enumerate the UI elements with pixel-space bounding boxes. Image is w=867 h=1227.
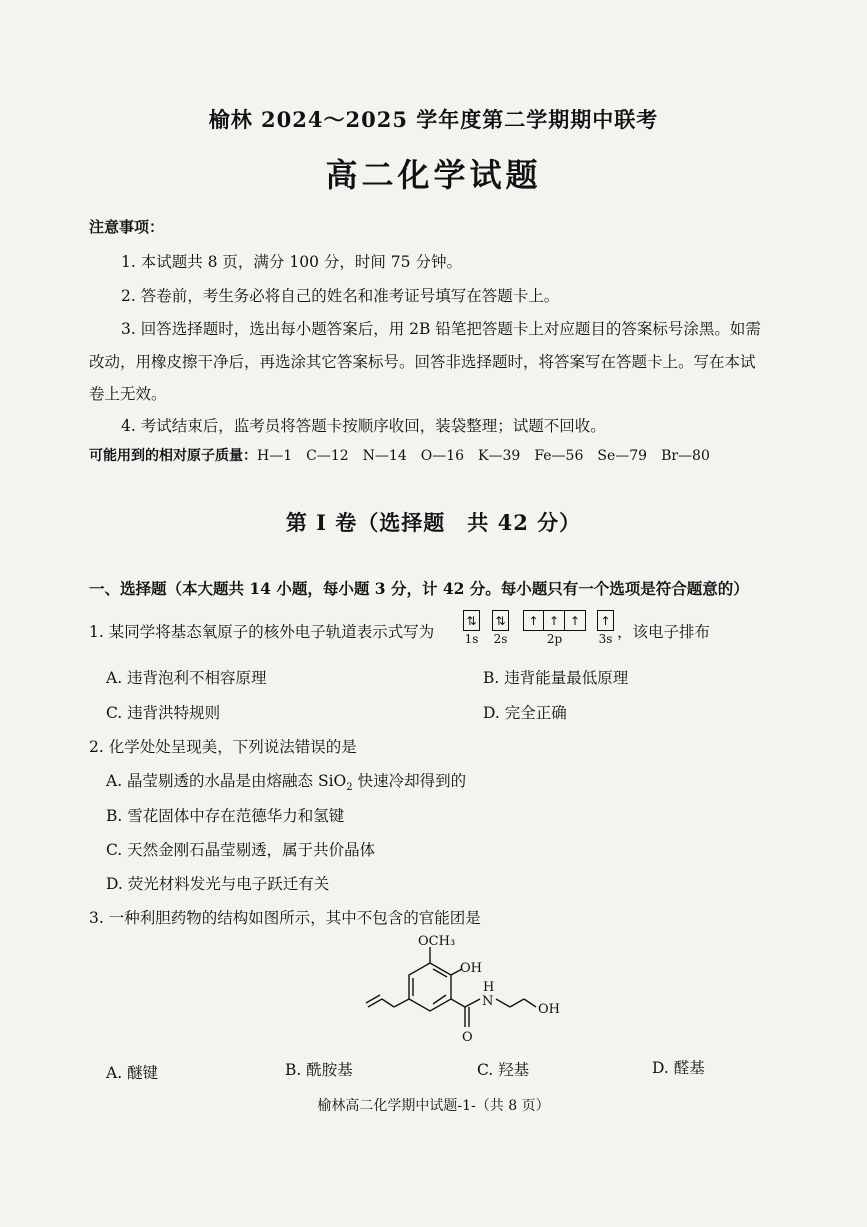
orbital-2p (523, 610, 586, 650)
note-item-2: 2. 答卷前，考生务必将自己的姓名和准考证号填写在答题卡上。 (121, 287, 560, 305)
note-item-3-cont-1: 改动，用橡皮擦干净后，再选涂其它答案标号。回答非选择题时，将答案写在答题卡上。写在本试 (89, 353, 756, 371)
q2-option-a-tail: 快速冷却得到的 (352, 772, 467, 790)
orbital-3s (597, 610, 614, 650)
orbital-box: ↑ (597, 610, 614, 631)
section-title: 第 Ⅰ 卷（选择题 共 42 分） (285, 510, 582, 535)
mass-fe: Fe—56 (534, 448, 584, 464)
note-item-3: 3. 回答选择题时，选出每小题答案后，用 2B 铅笔把答题卡上对应题目的答案标号涂黑。如需 (121, 320, 761, 338)
orbital-box: ⇅ (463, 610, 480, 631)
mass-n: N—14 (362, 448, 407, 464)
molecule-label-h: H (483, 980, 495, 995)
part-title: 一、选择题（本大题共 14 小题，每小题 3 分，计 42 分。每小题只有一个选项是符合题意的） (89, 579, 749, 598)
note-item-3-cont-2: 卷上无效。 (89, 385, 167, 403)
mass-br: Br—80 (661, 448, 710, 464)
q3-option-b: B. 酰胺基 (285, 1061, 353, 1079)
exam-title: 榆林 2024～2025 学年度第二学期期中联考 (208, 107, 659, 132)
q3-stem: 3. 一种利胆药物的结构如图所示，其中不包含的官能团是 (89, 909, 481, 927)
mass-h: H—1 (257, 448, 293, 464)
orbital-label: 1s (464, 632, 479, 646)
orbital-box: ↑ (544, 610, 565, 631)
orbital-box: ↑ (565, 610, 586, 631)
notes-heading: 注意事项： (89, 218, 165, 236)
q2-stem: 2. 化学处处呈现美，下列说法错误的是 (89, 738, 357, 756)
mass-c: C—12 (306, 448, 349, 464)
orbital-box: ↑ (523, 610, 544, 631)
q2-option-a-text: A. 晶莹剔透的水晶是由熔融态 SiO (106, 772, 347, 790)
mass-k: K—39 (478, 448, 521, 464)
q1-option-a: A. 违背泡利不相容原理 (106, 669, 267, 687)
q2-option-d: D. 荧光材料发光与电子跃迁有关 (106, 875, 330, 893)
mass-se: Se—79 (597, 448, 648, 464)
molecule-structure (350, 935, 580, 1050)
note-item-1: 1. 本试题共 8 页，满分 100 分，时间 75 分钟。 (121, 253, 462, 271)
q3-option-c: C. 羟基 (477, 1061, 530, 1079)
orbital-1s (463, 610, 480, 650)
orbital-label: 2p (546, 632, 563, 646)
q2-option-a (106, 769, 466, 793)
q3-option-d: D. 醛基 (652, 1059, 705, 1077)
q1-option-d: D. 完全正确 (483, 704, 567, 722)
note-item-4: 4. 考试结束后，监考员将答题卡按顺序收回，装袋整理；试题不回收。 (121, 417, 606, 435)
benzene-ring (409, 963, 451, 1011)
molecule-label-oh-terminal: OH (538, 1002, 560, 1017)
q2-option-c: C. 天然金刚石晶莹剔透，属于共价晶体 (106, 841, 376, 859)
orbital-label: 2s (493, 632, 508, 646)
q1-option-b: B. 违背能量最低原理 (483, 669, 629, 687)
molecule-label-n: N (482, 994, 494, 1009)
orbital-box: ⇅ (492, 610, 509, 631)
q1-option-c: C. 违背洪特规则 (106, 704, 221, 722)
q2-option-b: B. 雪花固体中存在范德华力和氢键 (106, 807, 345, 825)
molecule-label-och3: OCH₃ (418, 935, 456, 949)
q2-option-a-subscript: 2 (346, 782, 353, 794)
orbital-label: 3s (598, 632, 613, 646)
orbital-2s (492, 610, 509, 650)
page-footer: 榆林高二化学期中试题-1-（共 8 页） (317, 1098, 550, 1114)
molecule-label-o: O (462, 1030, 473, 1045)
atomic-masses-label: 可能用到的相对原子质量： (89, 448, 257, 464)
mass-o: O—16 (420, 448, 465, 464)
q3-option-a: A. 醚键 (106, 1064, 159, 1082)
molecule-label-oh: OH (460, 961, 482, 976)
atomic-masses (89, 445, 724, 465)
subject-title: 高二化学试题 (325, 156, 542, 194)
q1-stem-before: 1. 某同学将基态氧原子的核外电子轨道表示式写为 (89, 623, 435, 641)
q1-stem-after: ，该电子排布 (617, 623, 711, 641)
